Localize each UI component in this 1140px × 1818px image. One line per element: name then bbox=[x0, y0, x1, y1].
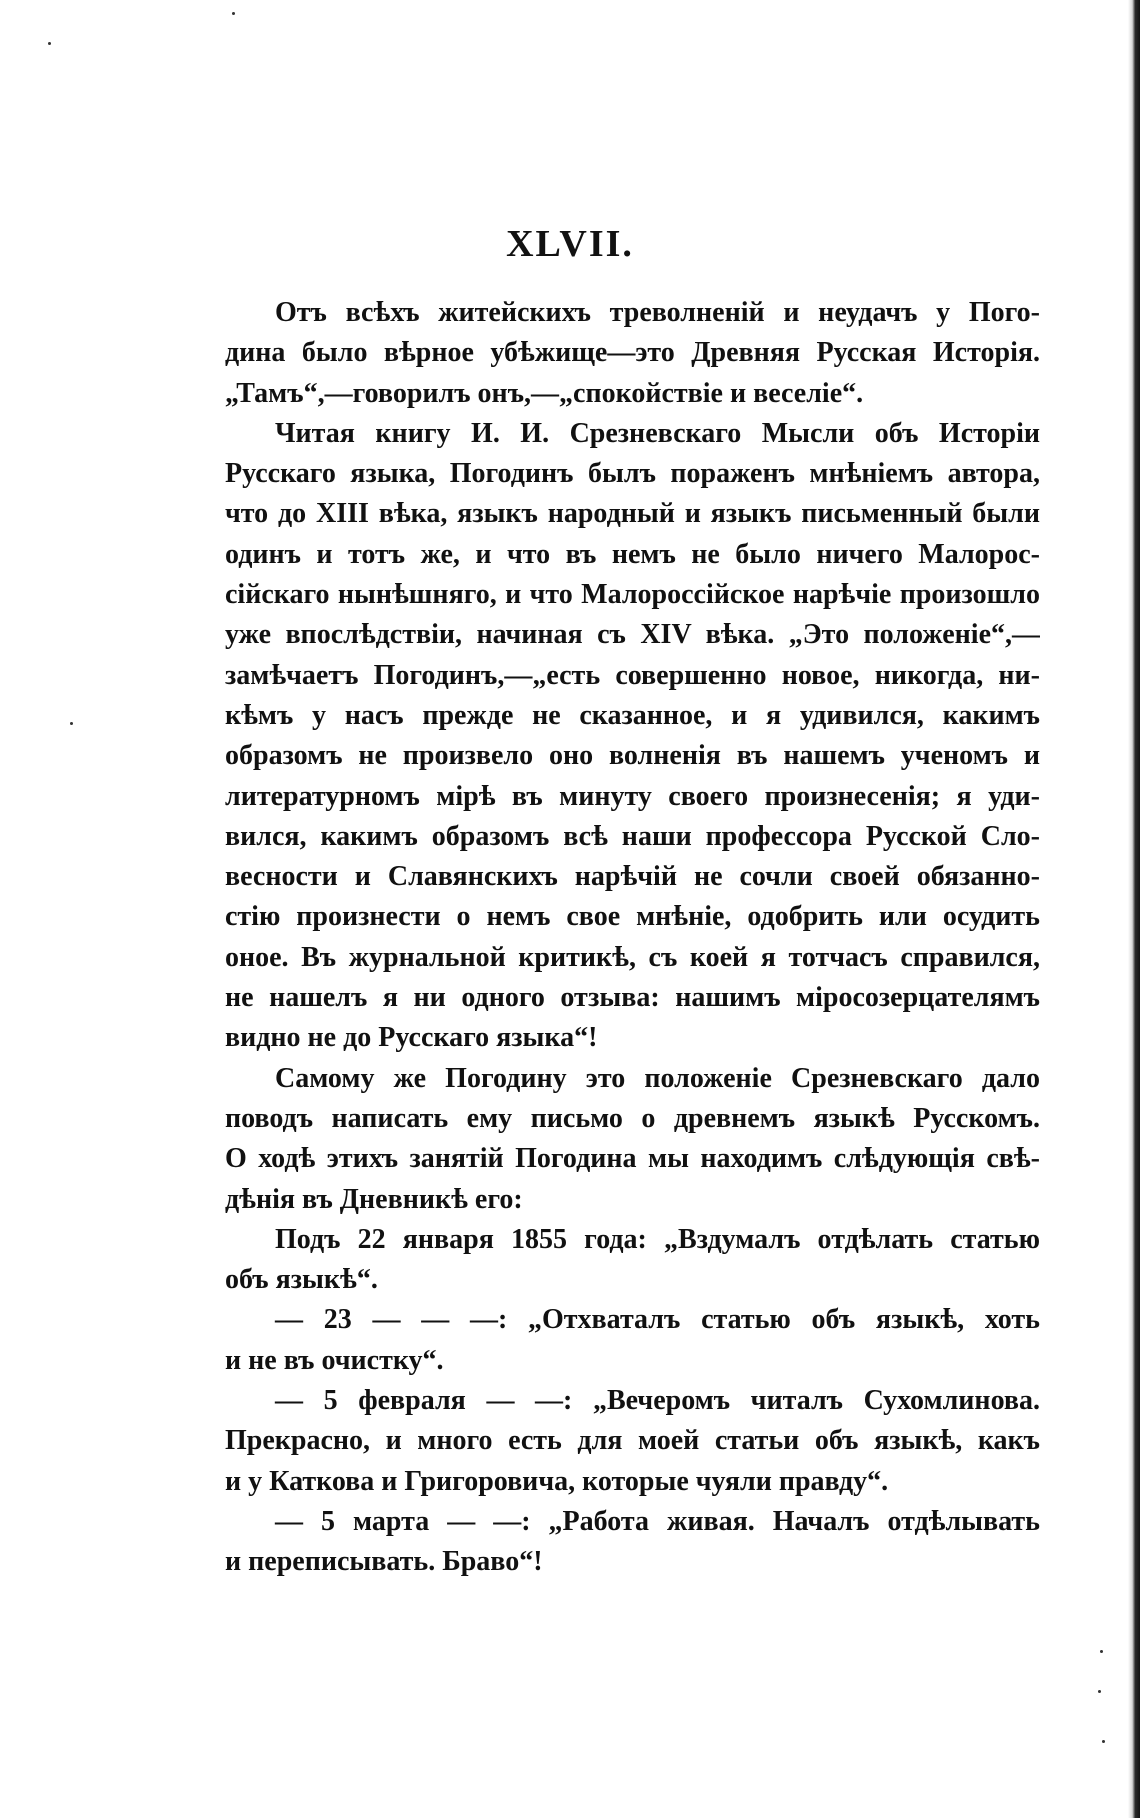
text-line: стію произнести о немъ свое мнѣніе, одобрить или осудить bbox=[225, 901, 1040, 933]
scan-speck bbox=[1098, 1690, 1101, 1693]
text-line: и не въ очистку“. bbox=[225, 1344, 444, 1376]
text-line: О ходѣ этихъ занятій Погодина мы находимъ слѣдующія свѣ- bbox=[225, 1143, 1040, 1175]
text-line: Прекрасно, и много есть для моей статьи объ языкѣ, какъ bbox=[225, 1425, 1040, 1457]
text-line: оное. Въ журнальной критикѣ, съ коей я тотчасъ справился, bbox=[225, 941, 1040, 973]
text-line: что до XIII вѣка, языкъ народный и языкъ письменный были bbox=[225, 498, 1040, 530]
text-line: — 23 — — —: „Отхваталъ статью объ языкѣ, хоть bbox=[275, 1304, 1040, 1336]
text-line: Самому же Погодину это положеніе Срезневскаго дало bbox=[275, 1062, 1040, 1094]
text-line: сійскаго нынѣшняго, и что Малороссійское нарѣчіе произошло bbox=[225, 579, 1040, 611]
text-line: и переписывать. Браво“! bbox=[225, 1546, 543, 1578]
text-line: кѣмъ у насъ прежде не сказанное, и я удивился, какимъ bbox=[225, 699, 1040, 731]
text-line: дѣнія въ Дневникѣ его: bbox=[225, 1183, 523, 1215]
text-line: Отъ всѣхъ житейскихъ треволненій и неудачъ у Пого- bbox=[275, 297, 1040, 328]
text-line: и у Каткова и Григоровича, которые чуяли правду“. bbox=[225, 1465, 889, 1497]
scan-speck bbox=[1102, 1740, 1105, 1743]
text-line: одинъ и тотъ же, и что въ немъ не было ничего Малорос- bbox=[225, 538, 1040, 570]
text-line: — 5 февраля — —: „Вечеромъ читалъ Сухомлинова. bbox=[275, 1385, 1040, 1417]
chapter-heading: XLVII. bbox=[506, 223, 634, 265]
text-line: весности и Славянскихъ нарѣчій не сочли своей обязанно- bbox=[225, 861, 1040, 893]
text-line: „Тамъ“,—говорилъ онъ,—„спокойствіе и веселіе“. bbox=[225, 377, 864, 409]
text-line: — 5 марта — —: „Работа живая. Началъ отдѣлывать bbox=[275, 1505, 1040, 1537]
text-line: Русскаго языка, Погодинъ былъ пораженъ мнѣніемъ автора, bbox=[225, 458, 1040, 490]
text-line: видно не до Русскаго языка“! bbox=[225, 1022, 598, 1054]
text-line: замѣчаетъ Погодинъ,—„есть совершенно новое, никогда, ни- bbox=[225, 659, 1040, 691]
text-line: Подъ 22 января 1855 года: „Вздумалъ отдѣлать статью bbox=[275, 1223, 1040, 1255]
text-line: объ языкѣ“. bbox=[225, 1264, 378, 1296]
scan-speck bbox=[232, 12, 235, 15]
text-line: литературномъ мірѣ въ минуту своего произнесенія; я уди- bbox=[225, 780, 1040, 812]
text-line: дина было вѣрное убѣжище—это Древняя Русская Исторія. bbox=[225, 337, 1040, 369]
text-line: образомъ не произвело оно волненія въ нашемъ ученомъ и bbox=[225, 740, 1040, 772]
scan-speck bbox=[1100, 1650, 1103, 1653]
scan-speck bbox=[70, 722, 73, 725]
page-edge-shadow bbox=[1128, 0, 1140, 1818]
scan-speck bbox=[48, 42, 51, 45]
text-line: вился, какимъ образомъ всѣ наши профессора Русской Сло- bbox=[225, 820, 1040, 852]
text-line: Читая книгу И. И. Срезневскаго Мысли объ Исторіи bbox=[275, 417, 1040, 449]
chapter-body-text bbox=[225, 293, 1040, 1583]
text-line: не нашелъ я ни одного отзыва: нашимъ міросозерцателямъ bbox=[225, 982, 1040, 1014]
text-line: поводъ написать ему письмо о древнемъ языкѣ Русскомъ. bbox=[225, 1102, 1040, 1134]
text-line: уже впослѣдствіи, начиная съ XIV вѣка. „Это положеніе“,— bbox=[225, 619, 1040, 651]
